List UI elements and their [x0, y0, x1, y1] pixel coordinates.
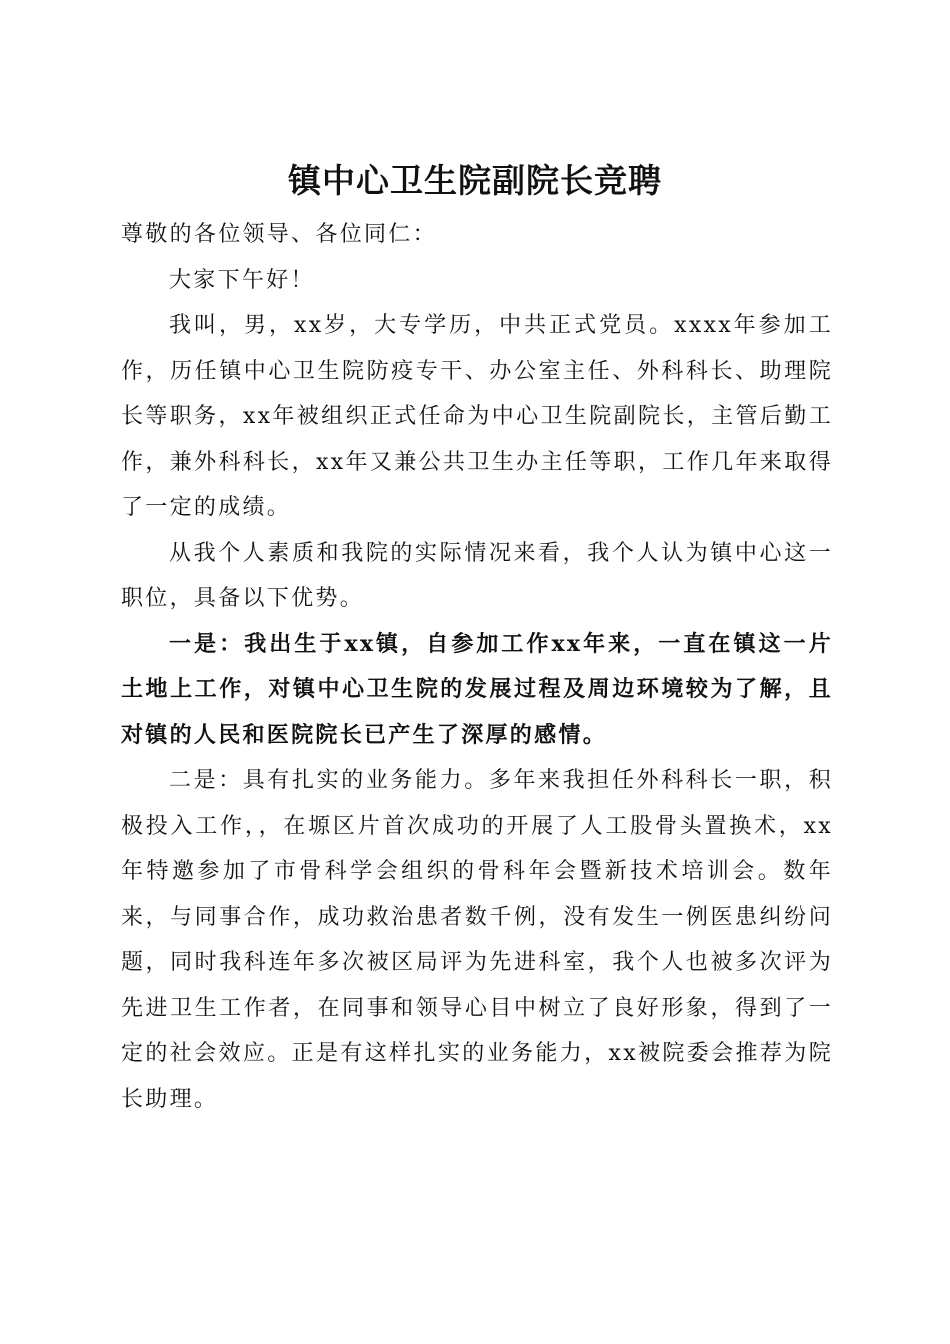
salutation: 尊敬的各位领导、各位同仁： — [121, 222, 437, 247]
paragraph-point-two: 二是：具有扎实的业务能力。多年来我担任外科科长一职，积极投入工作，，在塬区片首次成功的开展了人工股骨头置换术，xx年特邀参加了市骨科学会组织的骨科年会暨新技术培训会。数年来，与同事合作，成功救治患者数千例，没有发生一例医患纠纷问题，同时我科连年多次被区局评为先进科室，我个人也被多次评为先进卫生工作者，在同事和领导心目中树立了良好形象，得到了一定的社会效应。正是有这样扎实的业务能力，xx被院委会推荐为院长助理。 — [121, 768, 833, 1112]
document-body — [121, 212, 833, 1122]
paragraph-intro: 我叫，男，xx岁，大专学历，中共正式党员。xxxx年参加工作，历任镇中心卫生院防疫专干、办公室主任、外科科长、助理院长等职务，xx年被组织正式任命为中心卫生院副院长，主管后勤工作，兼外科科长，xx年又兼公共卫生办主任等职，工作几年来取得了一定的成绩。 — [121, 313, 833, 520]
document-title: 镇中心卫生院副院长竞聘 — [288, 161, 662, 201]
greeting: 大家下午好！ — [169, 267, 315, 293]
paragraph-point-one: 一是：我出生于xx镇，自参加工作xx年来，一直在镇这一片土地上工作，对镇中心卫生院的发展过程及周边环境较为了解，且对镇的人民和医院院长已产生了深厚的感情。 — [121, 630, 833, 748]
paragraph-transition: 从我个人素质和我院的实际情况来看，我个人认为镇中心这一职位，具备以下优势。 — [121, 540, 833, 611]
